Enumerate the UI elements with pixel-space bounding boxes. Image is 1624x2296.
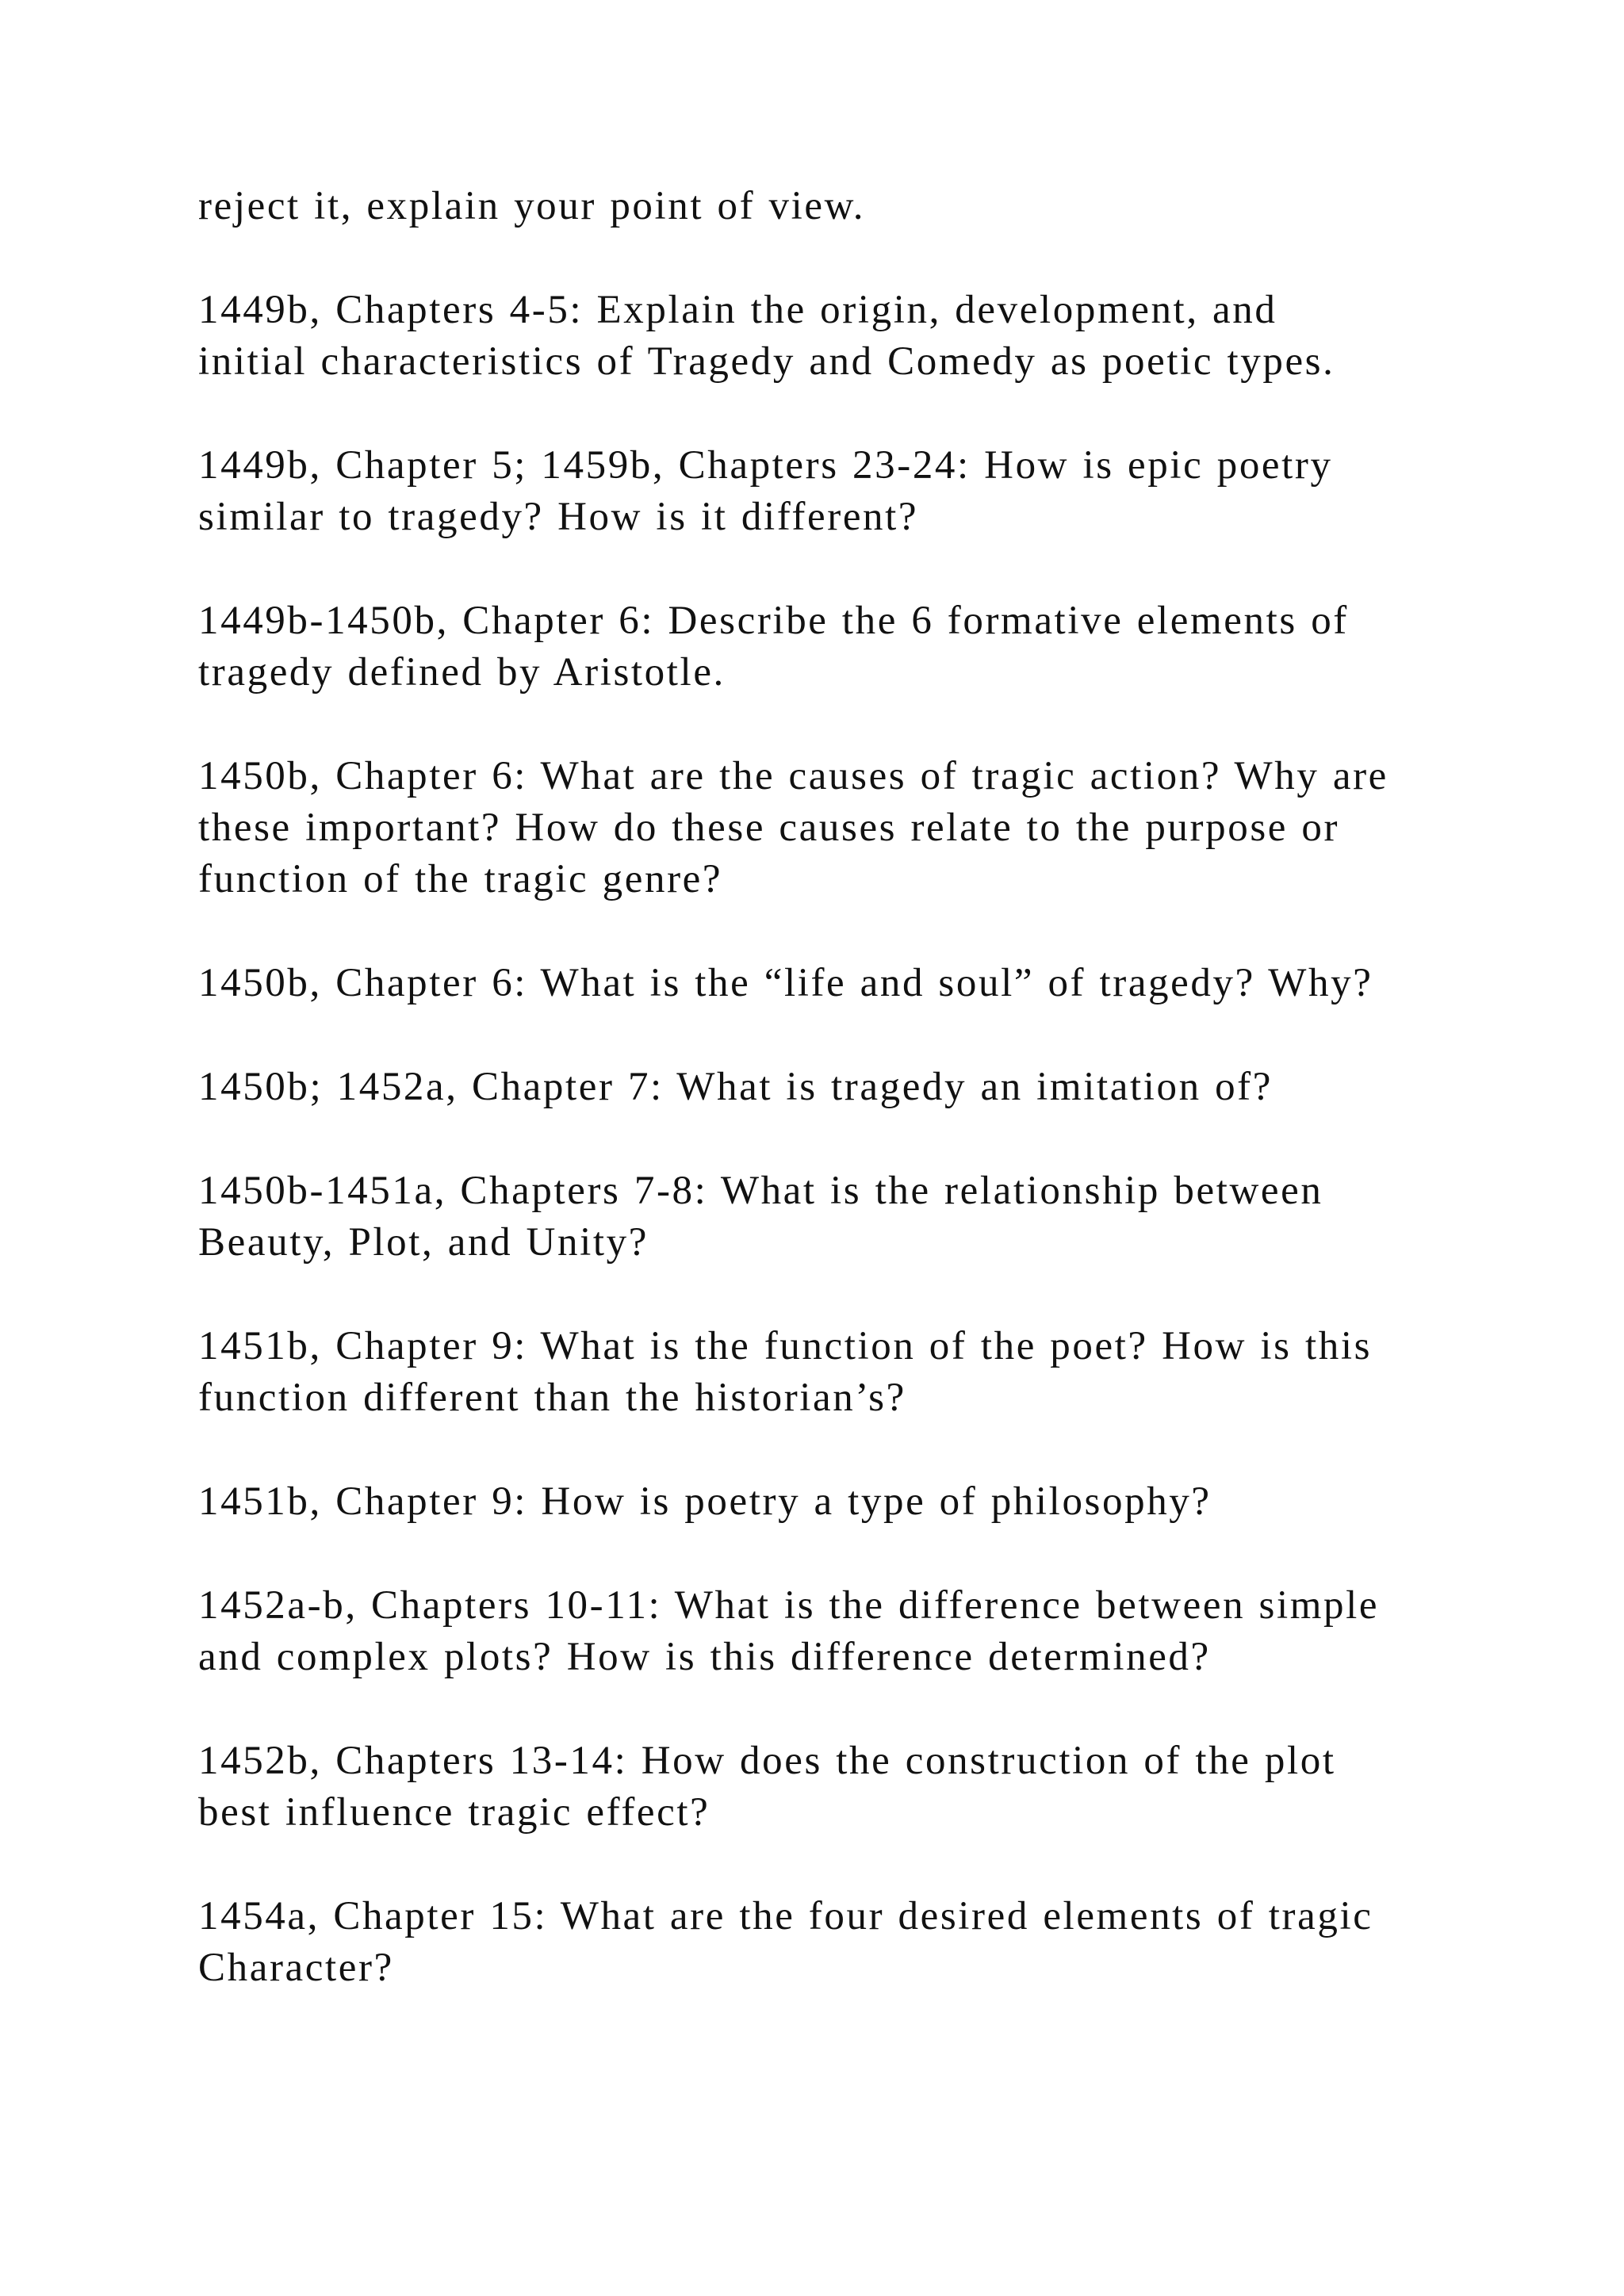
paragraph bbox=[198, 1735, 1530, 1839]
text-line: function different than the historian’s? bbox=[198, 1376, 906, 1420]
text-line: 1450b, Chapter 6: What are the causes of tragic action? Why are bbox=[198, 754, 1388, 798]
paragraph bbox=[198, 285, 1530, 388]
text-line: 1451b, Chapter 9: How is poetry a type of philosophy? bbox=[198, 1479, 1212, 1524]
text-line: 1449b, Chapter 5; 1459b, Chapters 23-24: How is epic poetry bbox=[198, 443, 1333, 488]
paragraph bbox=[198, 1165, 1530, 1269]
text-line: reject it, explain your point of view. bbox=[198, 184, 866, 228]
paragraph bbox=[198, 958, 1530, 1009]
paragraph bbox=[198, 440, 1530, 543]
paragraph bbox=[198, 1891, 1530, 1994]
text-line: 1450b-1451a, Chapters 7-8: What is the relationship between bbox=[198, 1169, 1323, 1213]
paragraph bbox=[198, 751, 1530, 905]
text-line: Beauty, Plot, and Unity? bbox=[198, 1220, 649, 1265]
text-line: 1451b, Chapter 9: What is the function of the poet? How is this bbox=[198, 1324, 1373, 1368]
text-line: 1452b, Chapters 13-14: How does the construction of the plot bbox=[198, 1739, 1336, 1783]
text-line: 1450b; 1452a, Chapter 7: What is tragedy an imitation of? bbox=[198, 1065, 1273, 1109]
text-line: initial characteristics of Tragedy and Comedy as poetic types. bbox=[198, 339, 1335, 384]
paragraph bbox=[198, 1580, 1530, 1683]
paragraph bbox=[198, 1062, 1530, 1113]
text-line: 1454a, Chapter 15: What are the four desired elements of tragic bbox=[198, 1894, 1373, 1938]
text-line: and complex plots? How is this difference determined? bbox=[198, 1635, 1211, 1679]
text-line: 1450b, Chapter 6: What is the “life and soul” of tragedy? Why? bbox=[198, 961, 1373, 1005]
text-line: 1449b, Chapters 4-5: Explain the origin, development, and bbox=[198, 288, 1277, 332]
text-line: these important? How do these causes relate to the purpose or bbox=[198, 806, 1340, 850]
text-line: 1449b-1450b, Chapter 6: Describe the 6 formative elements of bbox=[198, 599, 1349, 643]
text-line: function of the tragic genre? bbox=[198, 857, 723, 901]
paragraph bbox=[198, 1476, 1530, 1528]
paragraph bbox=[198, 1321, 1530, 1424]
paragraph bbox=[198, 595, 1530, 698]
text-line: similar to tragedy? How is it different? bbox=[198, 495, 919, 539]
document-body bbox=[198, 181, 1530, 2046]
text-line: Character? bbox=[198, 1946, 394, 1990]
text-line: 1452a-b, Chapters 10-11: What is the difference between simple bbox=[198, 1583, 1380, 1628]
text-line: tragedy defined by Aristotle. bbox=[198, 650, 726, 695]
text-line: best influence tragic effect? bbox=[198, 1790, 710, 1835]
paragraph bbox=[198, 181, 1530, 232]
